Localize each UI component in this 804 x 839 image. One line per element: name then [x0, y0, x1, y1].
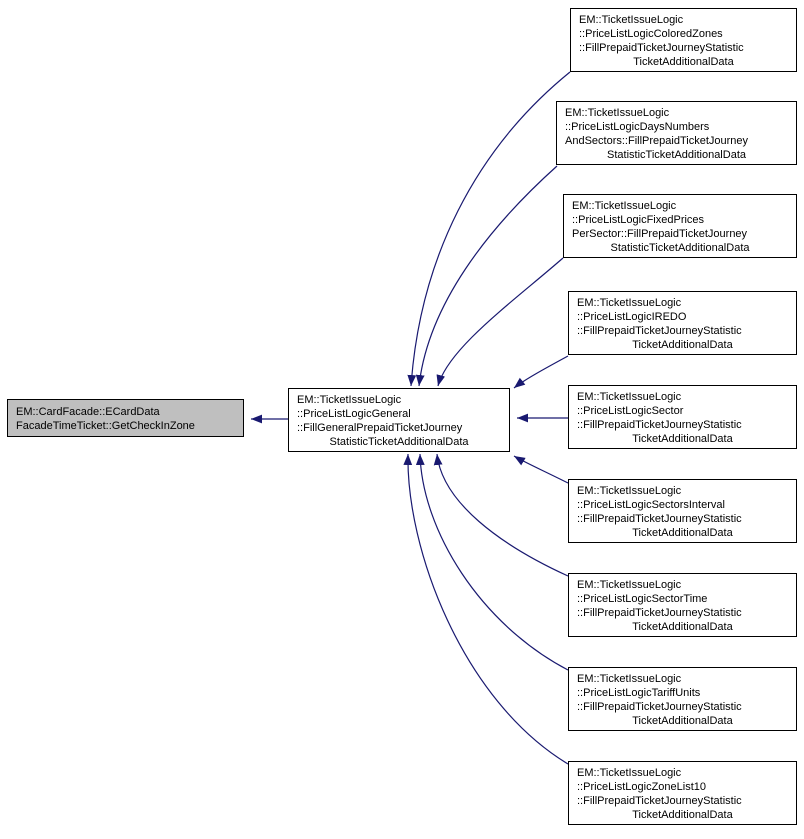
node-text-line: TicketAdditionalData	[632, 621, 733, 633]
node-text-line: ::PriceListLogicIREDO	[577, 311, 687, 323]
caller-node-zone-list10[interactable]	[568, 761, 797, 825]
node-text-line: EM::TicketIssueLogic	[577, 673, 682, 685]
node-text-line: TicketAdditionalData	[632, 809, 733, 821]
node-text-line: EM::TicketIssueLogic	[577, 579, 682, 591]
hub-node-price-list-logic-general[interactable]	[288, 388, 510, 452]
node-text-line: ::PriceListLogicTariffUnits	[577, 687, 701, 699]
node-text-line: StatisticTicketAdditionalData	[329, 436, 469, 448]
node-text-line: ::PriceListLogicZoneList10	[577, 781, 707, 793]
node-text-line: StatisticTicketAdditionalData	[607, 149, 746, 161]
edge-fixed-prices-to-hub	[438, 258, 563, 386]
node-text-line: TicketAdditionalData	[633, 56, 734, 68]
node-text-line: ::PriceListLogicSector	[577, 405, 684, 417]
node-text-line: ::FillPrepaidTicketJourneyStatistic	[577, 513, 742, 525]
node-text-line: ::PriceListLogicColoredZones	[579, 28, 723, 40]
node-text-line: FacadeTimeTicket::GetCheckInZone	[16, 420, 195, 432]
node-text-line: ::FillPrepaidTicketJourneyStatistic	[577, 325, 742, 337]
node-text-line: AndSectors::FillPrepaidTicketJourney	[565, 135, 749, 147]
edge-iredo-to-hub	[514, 356, 568, 388]
node-text-line: EM::TicketIssueLogic	[565, 107, 670, 119]
node-text-line: EM::CardFacade::ECardData	[16, 406, 160, 418]
node-text-line: ::PriceListLogicSectorsInterval	[577, 499, 725, 511]
node-text-line: TicketAdditionalData	[632, 339, 733, 351]
edge-tariff-units-to-hub	[420, 454, 568, 670]
caller-node-sectors-interval[interactable]	[568, 479, 797, 543]
edge-days-numbers-to-hub	[419, 166, 557, 386]
caller-node-days-numbers-and-sectors[interactable]	[556, 101, 797, 165]
node-text-line: TicketAdditionalData	[632, 527, 733, 539]
node-text-line: TicketAdditionalData	[632, 433, 733, 445]
caller-node-fixed-prices-per-sector[interactable]	[563, 194, 797, 258]
node-text-line: ::FillPrepaidTicketJourneyStatistic	[577, 607, 742, 619]
node-text-line: EM::TicketIssueLogic	[572, 200, 677, 212]
caller-node-tariff-units[interactable]	[568, 667, 797, 731]
node-text-line: ::FillPrepaidTicketJourneyStatistic	[577, 419, 742, 431]
node-text-line: TicketAdditionalData	[632, 715, 733, 727]
node-text-line: PerSector::FillPrepaidTicketJourney	[572, 228, 748, 240]
caller-node-sector-time[interactable]	[568, 573, 797, 637]
node-text-line: ::FillPrepaidTicketJourneyStatistic	[579, 42, 744, 54]
caller-node-sector[interactable]	[568, 385, 797, 449]
edge-sector-time-to-hub	[437, 454, 568, 576]
edge-zone-list10-to-hub	[408, 454, 568, 764]
node-text-line: ::FillPrepaidTicketJourneyStatistic	[577, 701, 742, 713]
edge-colored-zones-to-hub	[411, 72, 570, 386]
node-text-line: EM::TicketIssueLogic	[297, 394, 402, 406]
node-text-line: ::PriceListLogicSectorTime	[577, 593, 708, 605]
node-text-line: EM::TicketIssueLogic	[579, 14, 684, 26]
node-text-line: EM::TicketIssueLogic	[577, 297, 682, 309]
node-text-line: ::FillPrepaidTicketJourneyStatistic	[577, 795, 742, 807]
node-text-line: EM::TicketIssueLogic	[577, 485, 682, 497]
edge-sectors-interval-to-hub	[514, 456, 568, 483]
focus-node-get-check-in-zone[interactable]	[7, 399, 244, 437]
node-text-line: EM::TicketIssueLogic	[577, 767, 682, 779]
node-text-line: StatisticTicketAdditionalData	[610, 242, 750, 254]
node-text-line: ::PriceListLogicGeneral	[297, 408, 411, 420]
node-text-line: ::FillGeneralPrepaidTicketJourney	[297, 422, 463, 434]
caller-node-colored-zones[interactable]	[570, 8, 797, 72]
caller-node-iredo[interactable]	[568, 291, 797, 355]
node-text-line: ::PriceListLogicDaysNumbers	[565, 121, 710, 133]
node-text-line: ::PriceListLogicFixedPrices	[572, 214, 705, 226]
node-text-line: EM::TicketIssueLogic	[577, 391, 682, 403]
